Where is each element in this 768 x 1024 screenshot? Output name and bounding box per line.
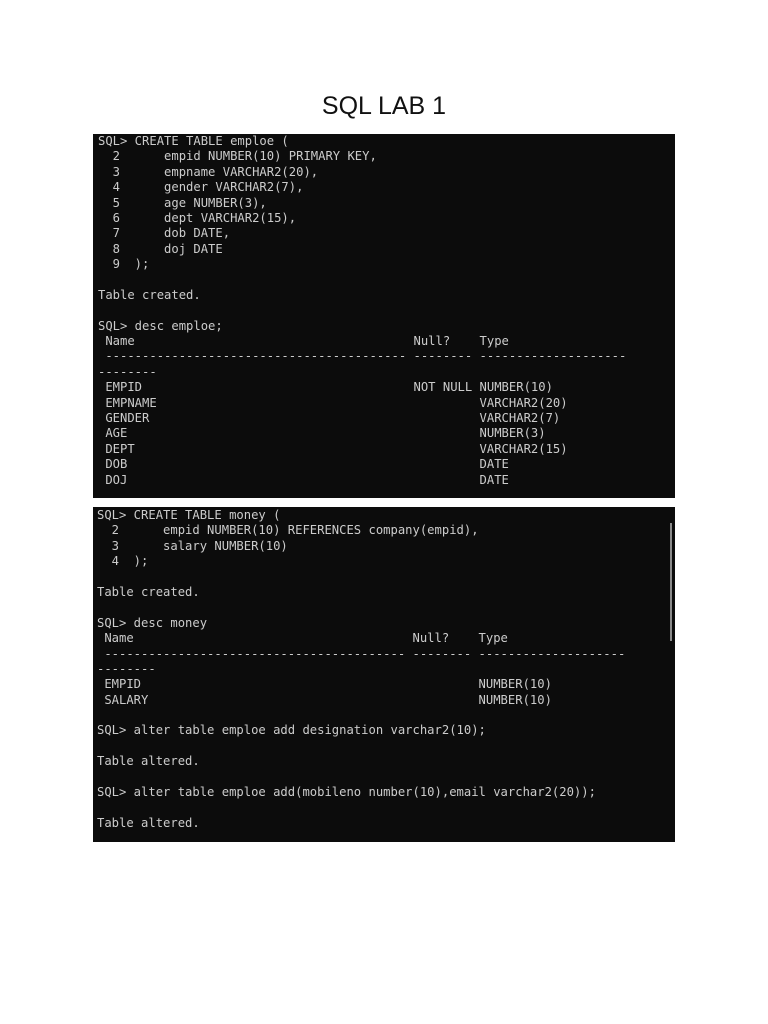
page-title: SQL LAB 1 xyxy=(321,92,447,120)
terminal-screenshot-create-emploe xyxy=(93,134,675,498)
terminal-line: 4 ); xyxy=(97,554,149,569)
terminal-line: Table altered. xyxy=(97,754,200,769)
terminal-line xyxy=(98,273,675,288)
terminal-line: Name Null? Type xyxy=(98,334,509,349)
terminal-line: SQL> desc money xyxy=(97,615,208,630)
terminal-line xyxy=(97,800,675,815)
terminal-line: 6 dept VARCHAR2(15), xyxy=(98,210,297,225)
terminal-line: 9 ); xyxy=(98,257,150,272)
terminal-line: DEPT VARCHAR2(15) xyxy=(98,441,568,456)
terminal-line: EMPNAME VARCHAR2(20) xyxy=(98,395,568,410)
terminal-line: ----------------------------------------- -------- -------------------- xyxy=(97,646,626,661)
terminal-line xyxy=(97,708,675,723)
terminal-line: 7 dob DATE, xyxy=(98,226,231,241)
terminal-line xyxy=(97,600,675,615)
terminal-line: 3 empname VARCHAR2(20), xyxy=(98,164,319,179)
terminal-line xyxy=(97,739,675,754)
terminal-line: 2 empid NUMBER(10) REFERENCES company(empid), xyxy=(97,523,479,538)
terminal-line xyxy=(97,770,675,785)
terminal-scrollbar[interactable] xyxy=(670,523,672,641)
terminal-line: 5 age NUMBER(3), xyxy=(98,195,267,210)
terminal-line: Name Null? Type xyxy=(97,631,508,646)
terminal-line: 8 doj DATE xyxy=(98,241,223,256)
terminal-line: Table altered. xyxy=(97,815,200,830)
terminal-line xyxy=(97,570,675,585)
terminal-line: GENDER VARCHAR2(7) xyxy=(98,411,561,426)
terminal-line: ----------------------------------------- -------- -------------------- xyxy=(98,349,627,364)
terminal-line: SQL> alter table emploe add(mobileno number(10),email varchar2(20)); xyxy=(97,785,596,800)
terminal-line: SQL> desc emploe; xyxy=(98,318,223,333)
terminal-output xyxy=(98,134,675,488)
terminal-line: 4 gender VARCHAR2(7), xyxy=(98,180,304,195)
terminal-line: Table created. xyxy=(97,584,200,599)
terminal-line: SQL> alter table emploe add designation varchar2(10); xyxy=(97,723,486,738)
terminal-line: SQL> CREATE TABLE money ( xyxy=(97,508,281,522)
terminal-line: AGE NUMBER(3) xyxy=(98,426,546,441)
terminal-line: SQL> CREATE TABLE emploe ( xyxy=(98,134,289,148)
terminal-output xyxy=(97,508,675,831)
terminal-line: EMPID NOT NULL NUMBER(10) xyxy=(98,380,553,395)
terminal-line xyxy=(98,303,675,318)
terminal-line: Table created. xyxy=(98,287,201,302)
terminal-line: -------- xyxy=(97,661,156,676)
terminal-line: 3 salary NUMBER(10) xyxy=(97,538,288,553)
terminal-screenshot-create-money xyxy=(93,507,675,842)
terminal-line: 2 empid NUMBER(10) PRIMARY KEY, xyxy=(98,149,377,164)
terminal-line: SALARY NUMBER(10) xyxy=(97,692,552,707)
terminal-line: EMPID NUMBER(10) xyxy=(97,677,552,692)
terminal-line: -------- xyxy=(98,364,157,379)
terminal-line: DOJ DATE xyxy=(98,472,509,487)
terminal-line: DOB DATE xyxy=(98,457,509,472)
